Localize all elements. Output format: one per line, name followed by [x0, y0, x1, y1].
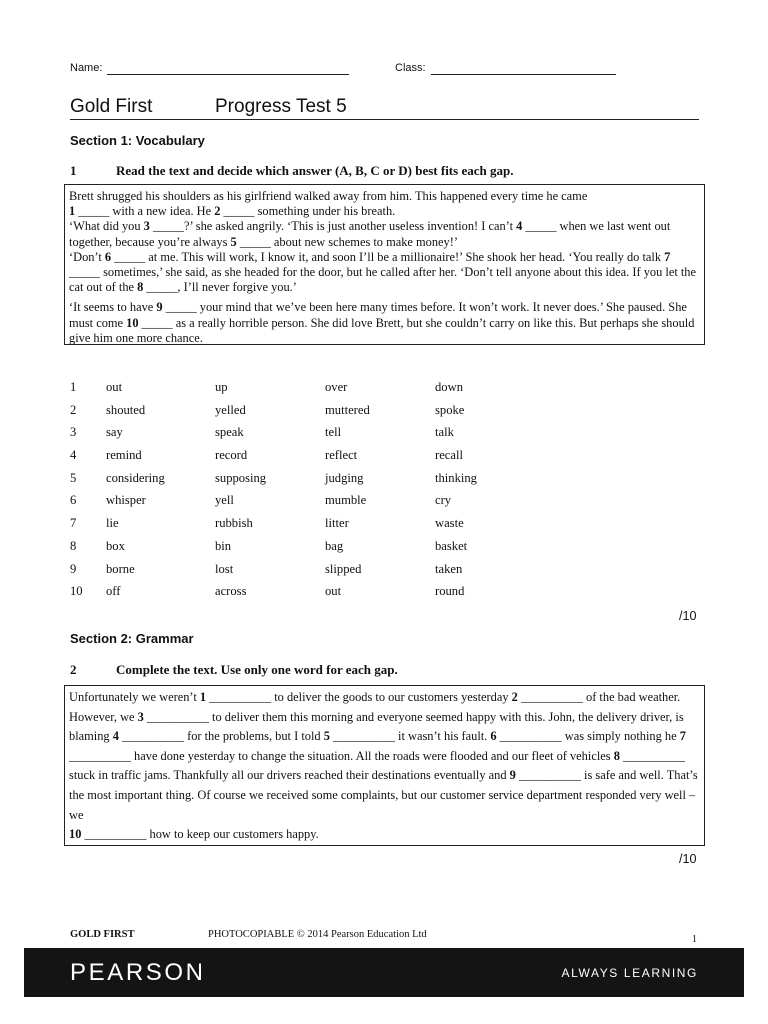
- option-word: borne: [106, 561, 135, 576]
- gap-number: 10: [126, 315, 139, 330]
- option-c: [325, 425, 341, 440]
- option-word: up: [215, 380, 228, 394]
- option-row: [70, 448, 710, 471]
- option-a: [106, 584, 120, 599]
- option-number: 4: [70, 448, 77, 463]
- option-number: 2: [70, 402, 77, 417]
- option-number: 7: [70, 516, 77, 531]
- option-b: [215, 425, 244, 440]
- option-word: out: [325, 584, 342, 599]
- vocabulary-passage: [64, 184, 705, 345]
- gap-number: 2: [214, 204, 221, 219]
- task-instruction: Complete the text. Use only one word for each gap.: [116, 662, 398, 677]
- gap-number: 3: [137, 709, 144, 724]
- option-b: [215, 562, 233, 577]
- option-b: [215, 448, 247, 463]
- passage-paragraph: Brett shrugged his shoulders as his girlfriend walked away from him. This happened every time he came 1 _____ with a new idea. He 2 _____ something under his breath. ‘What did you 3 _____?’ she asked angrily. ‘This is just another useless invention! I can’t 4 _____ when we last went out together, because you’re always 5 _____ about new schemes to make money!’ ‘Don’t 6 _____ at me. This will work, I know it, and soon I’ll be a millionaire!’ She shook her head. ‘You really do talk 7 _____ sometimes,’ she said, as she headed for the door, but he called after her. ‘Don’t tell anyone about this idea. If you let the cat out of the 8 _____, I’ll never forgive you.’: [69, 189, 696, 295]
- option-b: [215, 539, 231, 554]
- option-b: [215, 471, 266, 486]
- option-d: [435, 471, 477, 486]
- option-c: [325, 539, 343, 554]
- option-word: thinking: [435, 470, 477, 485]
- gap-number: 2: [511, 690, 518, 704]
- footer-brand: GOLD FIRST: [70, 929, 135, 940]
- task-instruction: Read the text and decide which answer (A, B, C or D) best fits each gap.: [116, 163, 514, 178]
- gap-number: 3: [143, 219, 150, 234]
- option-b: [215, 493, 234, 508]
- option-a: [106, 471, 165, 486]
- option-word: bag: [325, 538, 344, 553]
- gap-number: 5: [323, 729, 330, 744]
- name-line: [107, 74, 349, 75]
- class-line: [431, 74, 616, 75]
- grammar-passage: [64, 685, 705, 846]
- option-word: whisper: [106, 493, 146, 508]
- gap-number: 6: [104, 249, 112, 264]
- option-word: basket: [435, 538, 468, 553]
- option-row: [70, 516, 710, 539]
- option-word: down: [435, 380, 463, 394]
- gap-number: 5: [230, 234, 237, 249]
- option-b: [215, 403, 246, 418]
- option-d: [435, 425, 454, 440]
- option-word: considering: [106, 470, 165, 485]
- option-word: judging: [325, 470, 364, 485]
- option-word: mumble: [325, 493, 367, 508]
- option-row: [70, 539, 710, 562]
- option-number: 8: [70, 538, 77, 553]
- banner-tagline: ALWAYS LEARNING: [561, 966, 698, 980]
- gap-number: 9: [156, 300, 163, 315]
- option-number: 3: [70, 425, 77, 440]
- pearson-banner: [24, 948, 744, 997]
- pearson-logo: PEARSON: [70, 959, 206, 986]
- gap-number: 9: [509, 768, 516, 783]
- option-word: box: [106, 538, 125, 553]
- page-number: 1: [692, 934, 697, 945]
- section2-heading: Section 2: Grammar: [70, 631, 194, 646]
- option-a: [106, 425, 123, 440]
- option-c: [325, 380, 347, 395]
- option-a: [106, 516, 119, 531]
- option-word: lie: [106, 516, 119, 531]
- option-d: [435, 516, 464, 531]
- passage-paragraph: Unfortunately we weren’t 1 __________ to deliver the goods to our customers yesterday 2 __________ of the bad weather. However, we 3 __________ to deliver them this morning and everyone seemed happy with this. John, the delivery driver, is blaming 4 __________ for the problems, but I told 5 __________ it wasn’t his fault. 6 __________ was simply nothing he 7 __________ have done yesterday to change the situation. All the roads were flooded and our fleet of vehicles 8 __________ stuck in traffic jams. Thankfully all our drivers reached their destinations eventually and 9 __________ is safe and well. That’s the most important thing. Of course we received some complaints, but our customer service department responded very well – we 10 __________ how to keep our customers happy.: [69, 690, 698, 842]
- option-row: [70, 380, 710, 403]
- option-word: bin: [215, 538, 232, 553]
- footer-copyright: PHOTOCOPIABLE © 2014 Pearson Education Ltd: [208, 929, 427, 940]
- option-word: off: [106, 584, 121, 599]
- option-d: [435, 403, 464, 418]
- option-row: [70, 493, 710, 516]
- option-b: [215, 380, 228, 395]
- option-word: yell: [215, 493, 234, 508]
- option-number: 5: [70, 470, 77, 485]
- option-word: tell: [325, 425, 342, 440]
- option-word: muttered: [325, 402, 370, 417]
- option-a: [106, 493, 146, 508]
- option-word: shouted: [106, 402, 146, 417]
- option-word: out: [106, 380, 123, 394]
- task-number: 1: [70, 163, 77, 178]
- option-d: [435, 448, 463, 463]
- option-word: recall: [435, 448, 463, 463]
- option-row: [70, 425, 710, 448]
- option-d: [435, 539, 467, 554]
- option-a: [106, 539, 125, 554]
- gap-number: 6: [490, 729, 497, 744]
- test-title: Progress Test 5: [215, 96, 347, 117]
- option-word: slipped: [325, 561, 362, 576]
- option-row: [70, 562, 710, 585]
- option-word: record: [215, 448, 248, 463]
- section1-score: /10: [679, 609, 697, 623]
- option-d: [435, 493, 451, 508]
- option-number: 10: [70, 584, 83, 599]
- option-c: [325, 584, 341, 599]
- gap-number: 4: [516, 219, 523, 234]
- option-word: say: [106, 425, 123, 440]
- option-c: [325, 516, 349, 531]
- option-word: waste: [435, 516, 464, 531]
- option-c: [325, 493, 366, 508]
- option-word: across: [215, 584, 247, 599]
- option-b: [215, 516, 253, 531]
- class-label: Class:: [395, 62, 426, 74]
- option-a: [106, 448, 142, 463]
- option-d: [435, 562, 462, 577]
- option-d: [435, 584, 464, 599]
- option-row: [70, 584, 710, 607]
- answer-options: [70, 380, 710, 607]
- option-word: taken: [435, 561, 463, 576]
- option-word: litter: [325, 516, 349, 531]
- option-word: speak: [215, 425, 244, 440]
- name-label: Name:: [70, 62, 103, 74]
- course-title: Gold First: [70, 96, 153, 117]
- option-row: [70, 403, 710, 426]
- gap-number: 1: [69, 204, 76, 219]
- option-d: [435, 380, 463, 395]
- gap-number: 8: [137, 280, 144, 295]
- option-number: 1: [70, 380, 77, 394]
- task-number: 2: [70, 662, 77, 677]
- option-word: yelled: [215, 402, 246, 417]
- section2-score: /10: [679, 852, 697, 866]
- option-b: [215, 584, 246, 599]
- option-word: over: [325, 380, 348, 394]
- page-title: [70, 96, 699, 120]
- option-number: 9: [70, 561, 77, 576]
- section1-heading: Section 1: Vocabulary: [70, 133, 205, 148]
- option-word: lost: [215, 561, 234, 576]
- gap-number: 4: [112, 729, 119, 744]
- option-c: [325, 448, 357, 463]
- option-c: [325, 562, 361, 577]
- option-number: 6: [70, 493, 77, 508]
- option-word: talk: [435, 425, 454, 440]
- option-c: [325, 403, 370, 418]
- option-word: round: [435, 584, 465, 599]
- option-word: supposing: [215, 470, 267, 485]
- option-word: reflect: [325, 448, 358, 463]
- option-row: [70, 471, 710, 494]
- gap-number: 8: [613, 748, 620, 763]
- option-word: cry: [435, 493, 452, 508]
- option-a: [106, 403, 145, 418]
- option-c: [325, 471, 363, 486]
- option-word: spoke: [435, 402, 465, 417]
- passage-paragraph: ‘It seems to have 9 _____ your mind that we’ve been here many times before. It won’t work. It never does.’ She paused. She must come 10 _____ as a really horrible person. She did love Brett, but she couldn’t carry on like this. But perhaps she should give him one more chance.: [69, 300, 695, 345]
- option-a: [106, 562, 135, 577]
- option-word: rubbish: [215, 516, 253, 531]
- option-word: remind: [106, 448, 142, 463]
- gap-number: 1: [199, 690, 207, 704]
- gap-number: 7: [679, 729, 686, 744]
- gap-number: 10: [69, 827, 82, 842]
- gap-number: 7: [664, 249, 671, 264]
- option-a: [106, 380, 122, 395]
